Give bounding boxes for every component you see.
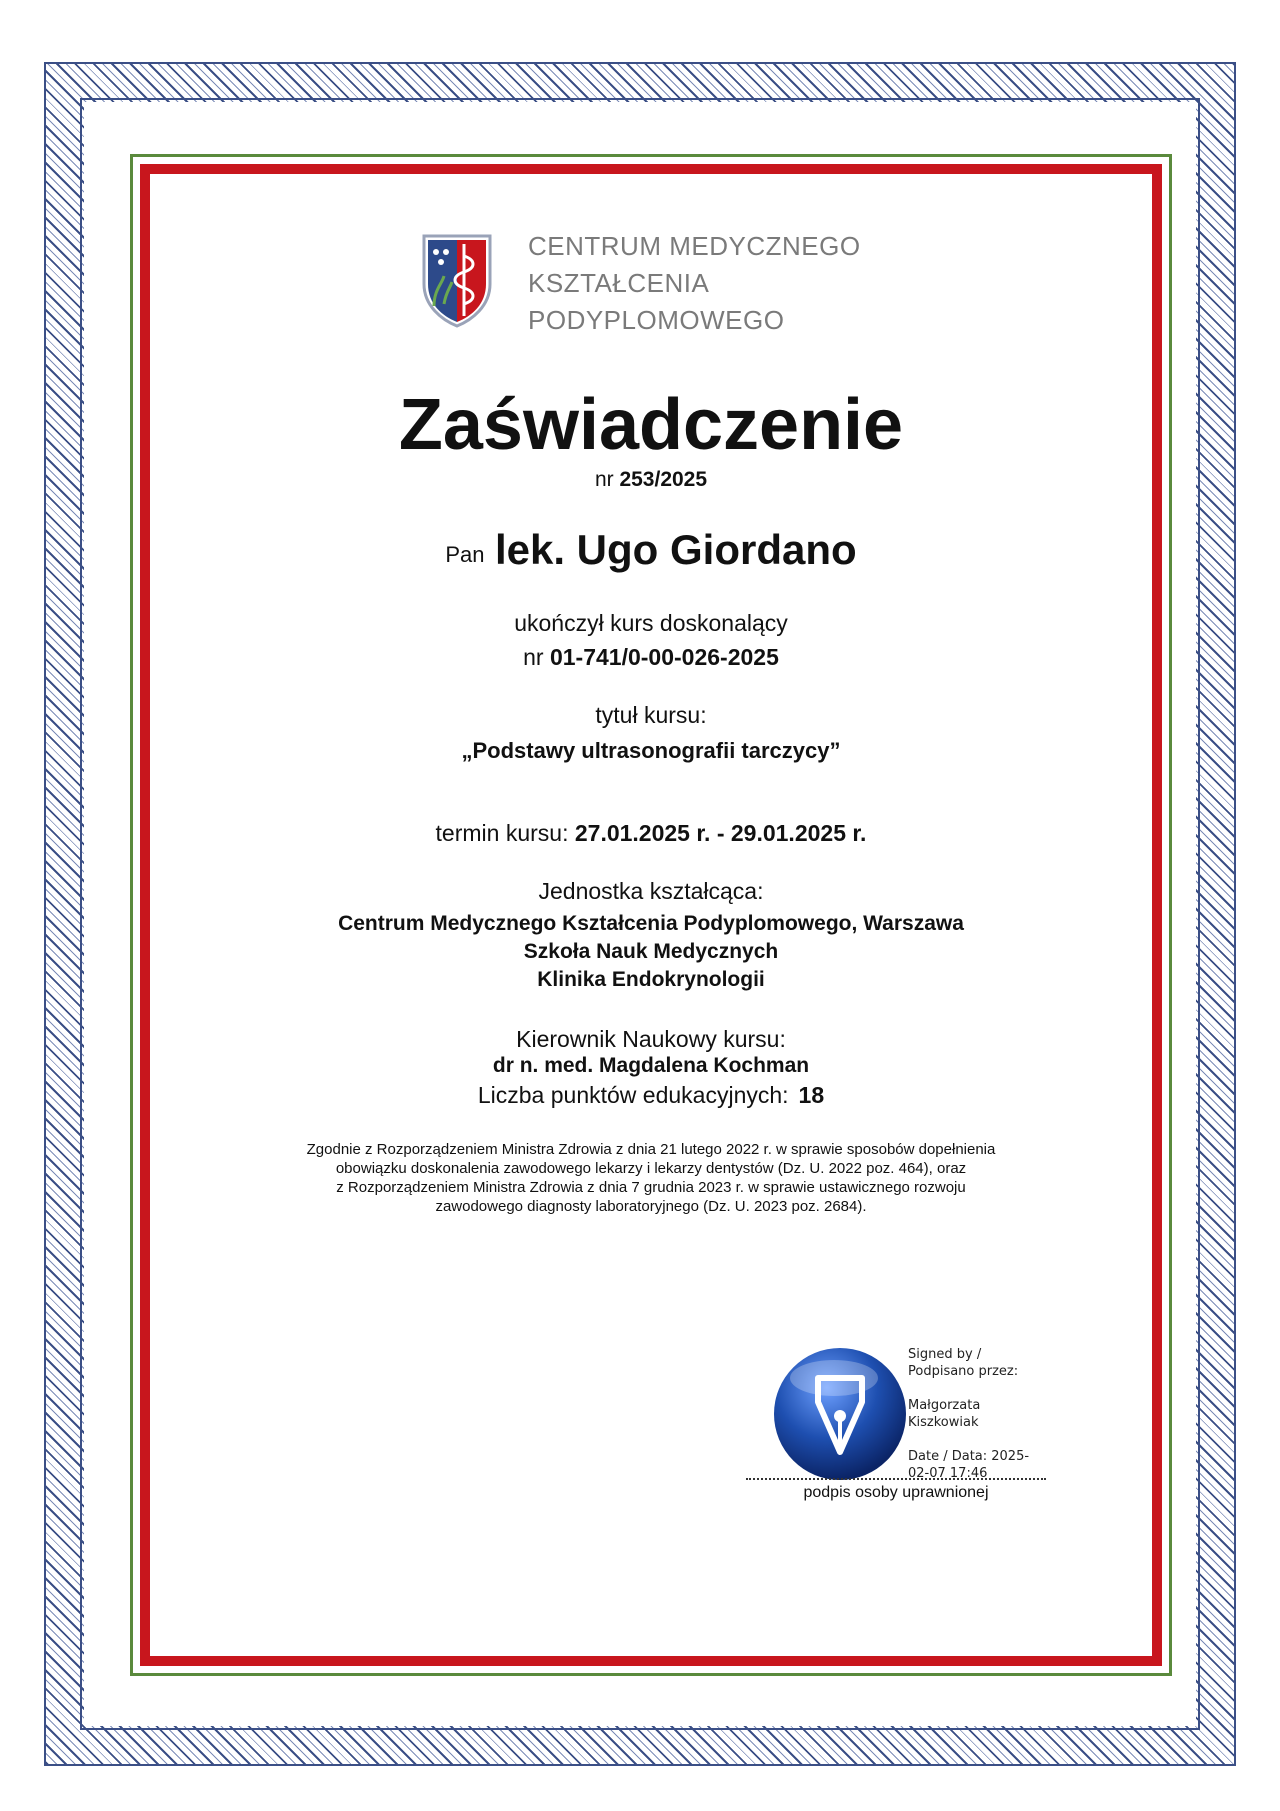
certificate-number-prefix: nr [594,468,620,491]
education-points [150,1082,1152,1109]
legal-line-4: zawodowego diagnosty laboratoryjnego (Dz. U. 2023 poz. 2684). [435,1198,867,1215]
course-number-prefix: nr [523,644,550,670]
director-name: dr n. med. Magdalena Kochman [492,1054,810,1077]
legal-line-1: Zgodnie z Rozporządzeniem Ministra Zdrowia z dnia 21 lutego 2022 r. w sprawie sposobów dopełnienia [306,1141,996,1158]
certificate-title: Zaświadczenie [398,385,904,465]
legal-notice [150,1140,1152,1216]
signed-by-line-1: Signed by / [908,1347,982,1362]
term-value: 27.01.2025 r. - 29.01.2025 r. [574,820,867,846]
certificate-number [150,468,1152,492]
unit-line-3: Klinika Endokrynologii [537,968,765,991]
course-title-label: tytuł kursu: [595,702,707,728]
director-label: Kierownik Naukowy kursu: [516,1026,786,1052]
term-label: termin kursu: [435,820,575,846]
signature-details [908,1346,1058,1482]
course-title: „Podstawy ultrasonografii tarczycy” [461,738,841,763]
unit-line-2: Szkoła Nauk Medycznych [523,940,779,963]
shield-icon [420,232,494,328]
logo-line-2: KSZTAŁCENIA [528,268,710,298]
signature-pen-icon[interactable] [770,1344,910,1484]
certificate-content [150,174,1152,1656]
completed-text: ukończył kurs doskonalący [514,610,788,636]
date-line-2: 02-07 17:46 [908,1466,988,1481]
unit-label: Jednostka kształcąca: [538,878,764,904]
recipient-name: lek. Ugo Giordano [494,526,857,573]
signed-by-line-2: Podpisano przez: [908,1364,1019,1379]
points-value: 18 [798,1082,825,1108]
points-label: Liczba punktów edukacyjnych: [477,1082,789,1108]
course-term [150,820,1152,847]
logo-line-1: CENTRUM MEDYCZNEGO [528,231,861,261]
recipient-prefix: Pan [445,542,485,567]
signer-line-2: Kiszkowiak [908,1415,979,1430]
institution-logo [420,226,880,336]
signature-caption: podpis osoby uprawnionej [803,1484,989,1501]
signer-line-1: Małgorzata [908,1398,981,1413]
logo-text [528,228,861,339]
unit-line-1: Centrum Medycznego Kształcenia Podyplomowego, Warszawa [338,912,964,935]
recipient [150,526,1152,574]
legal-line-2: obowiązku doskonalenia zawodowego lekarzy i lekarzy dentystów (Dz. U. 2022 poz. 464), oraz [335,1160,967,1177]
logo-line-3: PODYPLOMOWEGO [528,305,785,335]
certificate-number-value: 253/2025 [619,468,708,491]
legal-line-3: z Rozporządzeniem Ministra Zdrowia z dnia 7 grudnia 2023 r. w sprawie ustawicznego rozwoju [336,1179,966,1196]
course-number-value: 01-741/0-00-026-2025 [549,644,779,670]
course-number [150,644,1152,671]
date-line-1: Date / Data: 2025- [908,1449,1030,1464]
signature-dotted-line [746,1478,1046,1480]
